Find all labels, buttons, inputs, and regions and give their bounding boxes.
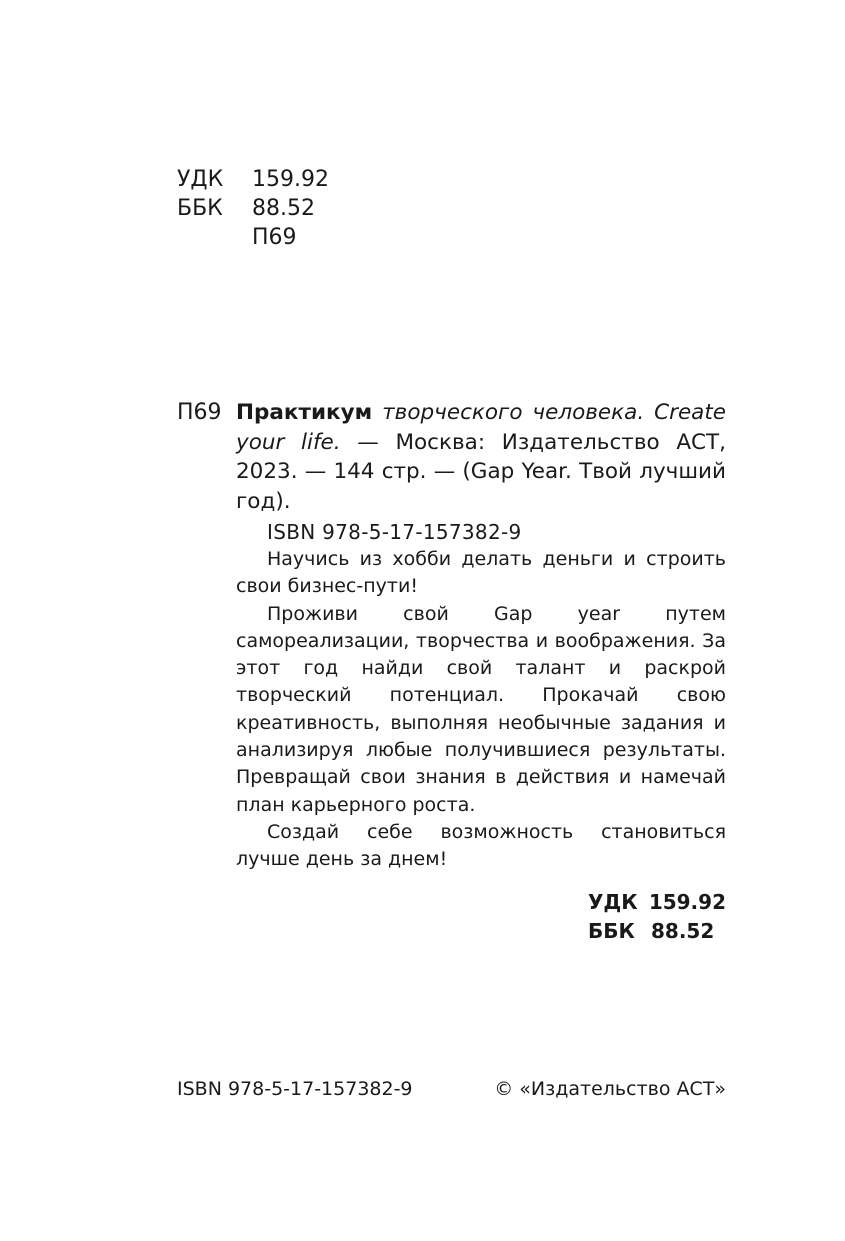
entry-bbk-value: 88.52 — [651, 918, 715, 943]
book-title-italic: творческого человека. Create your life. — [236, 400, 727, 455]
annotation-paragraph-3: Создай себе возможность становиться лучше день за днем! — [236, 820, 726, 871]
bbk-label: ББК — [177, 196, 223, 221]
imprint: — Москва: Издательство АСТ, 2023. — 144 стр. — (Gap Year. Твой лучший год). — [236, 429, 727, 514]
bibliographic-entry — [236, 398, 726, 946]
udk-value: 159.92 — [252, 167, 329, 192]
entry-code: П69 — [177, 400, 222, 425]
entry-udk-label: УДК — [588, 889, 638, 914]
author-sign: П69 — [252, 225, 297, 250]
entry-isbn: ISBN 978-5-17-157382-9 — [267, 520, 522, 544]
annotation-paragraph-1: Научись из хобби делать деньги и строить свои бизнес-пути! — [236, 548, 726, 598]
footer-copyright: © «Издательство АСТ» — [494, 1078, 726, 1100]
entry-udk-value: 159.92 — [648, 889, 726, 914]
entry-bbk-label: ББК — [588, 918, 635, 943]
footer-isbn: ISBN 978-5-17-157382-9 — [177, 1078, 413, 1100]
entry-classification — [236, 888, 726, 946]
book-title-bold: Практикум — [236, 400, 373, 425]
entry-udk-row — [588, 888, 726, 917]
annotation-paragraph-2: Проживи свой Gap year путем самореализации, творчества и воображения. За этот год найди свой талант и раскрой творческий потенциал. Прокачай свою креативность, выполняя необычные задания и анализируя любые получившиеся результаты. Превращай свои знания в действия и намечай план карьерного роста. — [236, 602, 726, 816]
entry-bbk-row — [588, 917, 726, 946]
udk-label: УДК — [177, 167, 224, 192]
bibliographic-description — [236, 398, 726, 516]
bbk-value: 88.52 — [252, 196, 315, 221]
